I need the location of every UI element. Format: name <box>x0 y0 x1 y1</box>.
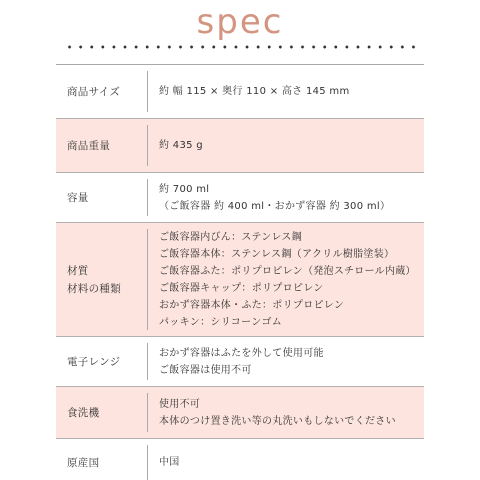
spec-value-line: おかず容器はふたを外して使用可能 <box>159 347 324 359</box>
spec-label-text: 電子レンジ <box>67 355 121 368</box>
spec-value-line: ご飯容器本体：ステンレス鋼（アクリル樹脂塗装） <box>159 248 395 260</box>
spec-value-line: 約 幅 115 × 奥行 110 × 高さ 145 mm <box>159 86 350 97</box>
spec-row-material <box>56 223 424 337</box>
spec-value <box>148 387 424 438</box>
spec-value <box>148 65 424 118</box>
spec-label <box>56 337 147 386</box>
spec-label-text: 原産国 <box>67 456 100 469</box>
spec-value-line: ご飯容器ふた：ポリプロピレン（発泡スチロール内蔵） <box>159 265 416 277</box>
spec-value-line: （ご飯容器 約 400 ml・おかず容器 約 300 ml） <box>159 200 391 212</box>
spec-label-text: 材質 <box>67 264 89 277</box>
spec-value-line: 使用不可 <box>159 398 201 410</box>
spec-table <box>56 64 424 480</box>
spec-label <box>56 439 147 480</box>
spec-value <box>148 223 424 336</box>
spec-value <box>148 337 424 386</box>
spec-value-line: ご飯容器は使用不可 <box>159 364 252 376</box>
spec-row-capacity <box>56 173 424 223</box>
spec-row-size <box>56 65 424 119</box>
spec-value-line: ご飯容器内びん：ステンレス鋼 <box>159 231 302 243</box>
spec-row-weight <box>56 119 424 173</box>
spec-value-line: パッキン：シリコーンゴム <box>159 316 283 328</box>
spec-label <box>56 65 147 118</box>
spec-value-line: ご飯容器キャップ：ポリプロピレン <box>159 282 324 294</box>
page-title: spec <box>196 2 284 42</box>
spec-label <box>56 223 147 336</box>
spec-label-text: 食洗機 <box>67 406 100 419</box>
spec-label <box>56 387 147 438</box>
spec-row-microwave <box>56 337 424 387</box>
spec-row-dishwasher <box>56 387 424 439</box>
spec-value-line: 約 700 ml <box>159 183 210 195</box>
spec-value-line: おかず容器本体・ふた：ポリプロピレン <box>159 299 345 311</box>
spec-label-text: 材料の種類 <box>67 282 121 295</box>
spec-value-line: 中国 <box>159 457 180 468</box>
dotted-divider <box>64 44 420 50</box>
spec-label-text: 商品重量 <box>67 139 111 152</box>
spec-value-line: 本体のつけ置き洗い等の丸洗いもしないでください <box>159 415 396 427</box>
spec-label <box>56 119 147 172</box>
spec-label <box>56 173 147 222</box>
spec-label-text: 容量 <box>67 191 89 204</box>
spec-value <box>148 119 424 172</box>
spec-row-origin <box>56 439 424 480</box>
spec-value <box>148 439 424 480</box>
spec-value-line: 約 435 g <box>159 140 203 151</box>
spec-value <box>148 173 424 222</box>
spec-label-text: 商品サイズ <box>67 85 121 98</box>
